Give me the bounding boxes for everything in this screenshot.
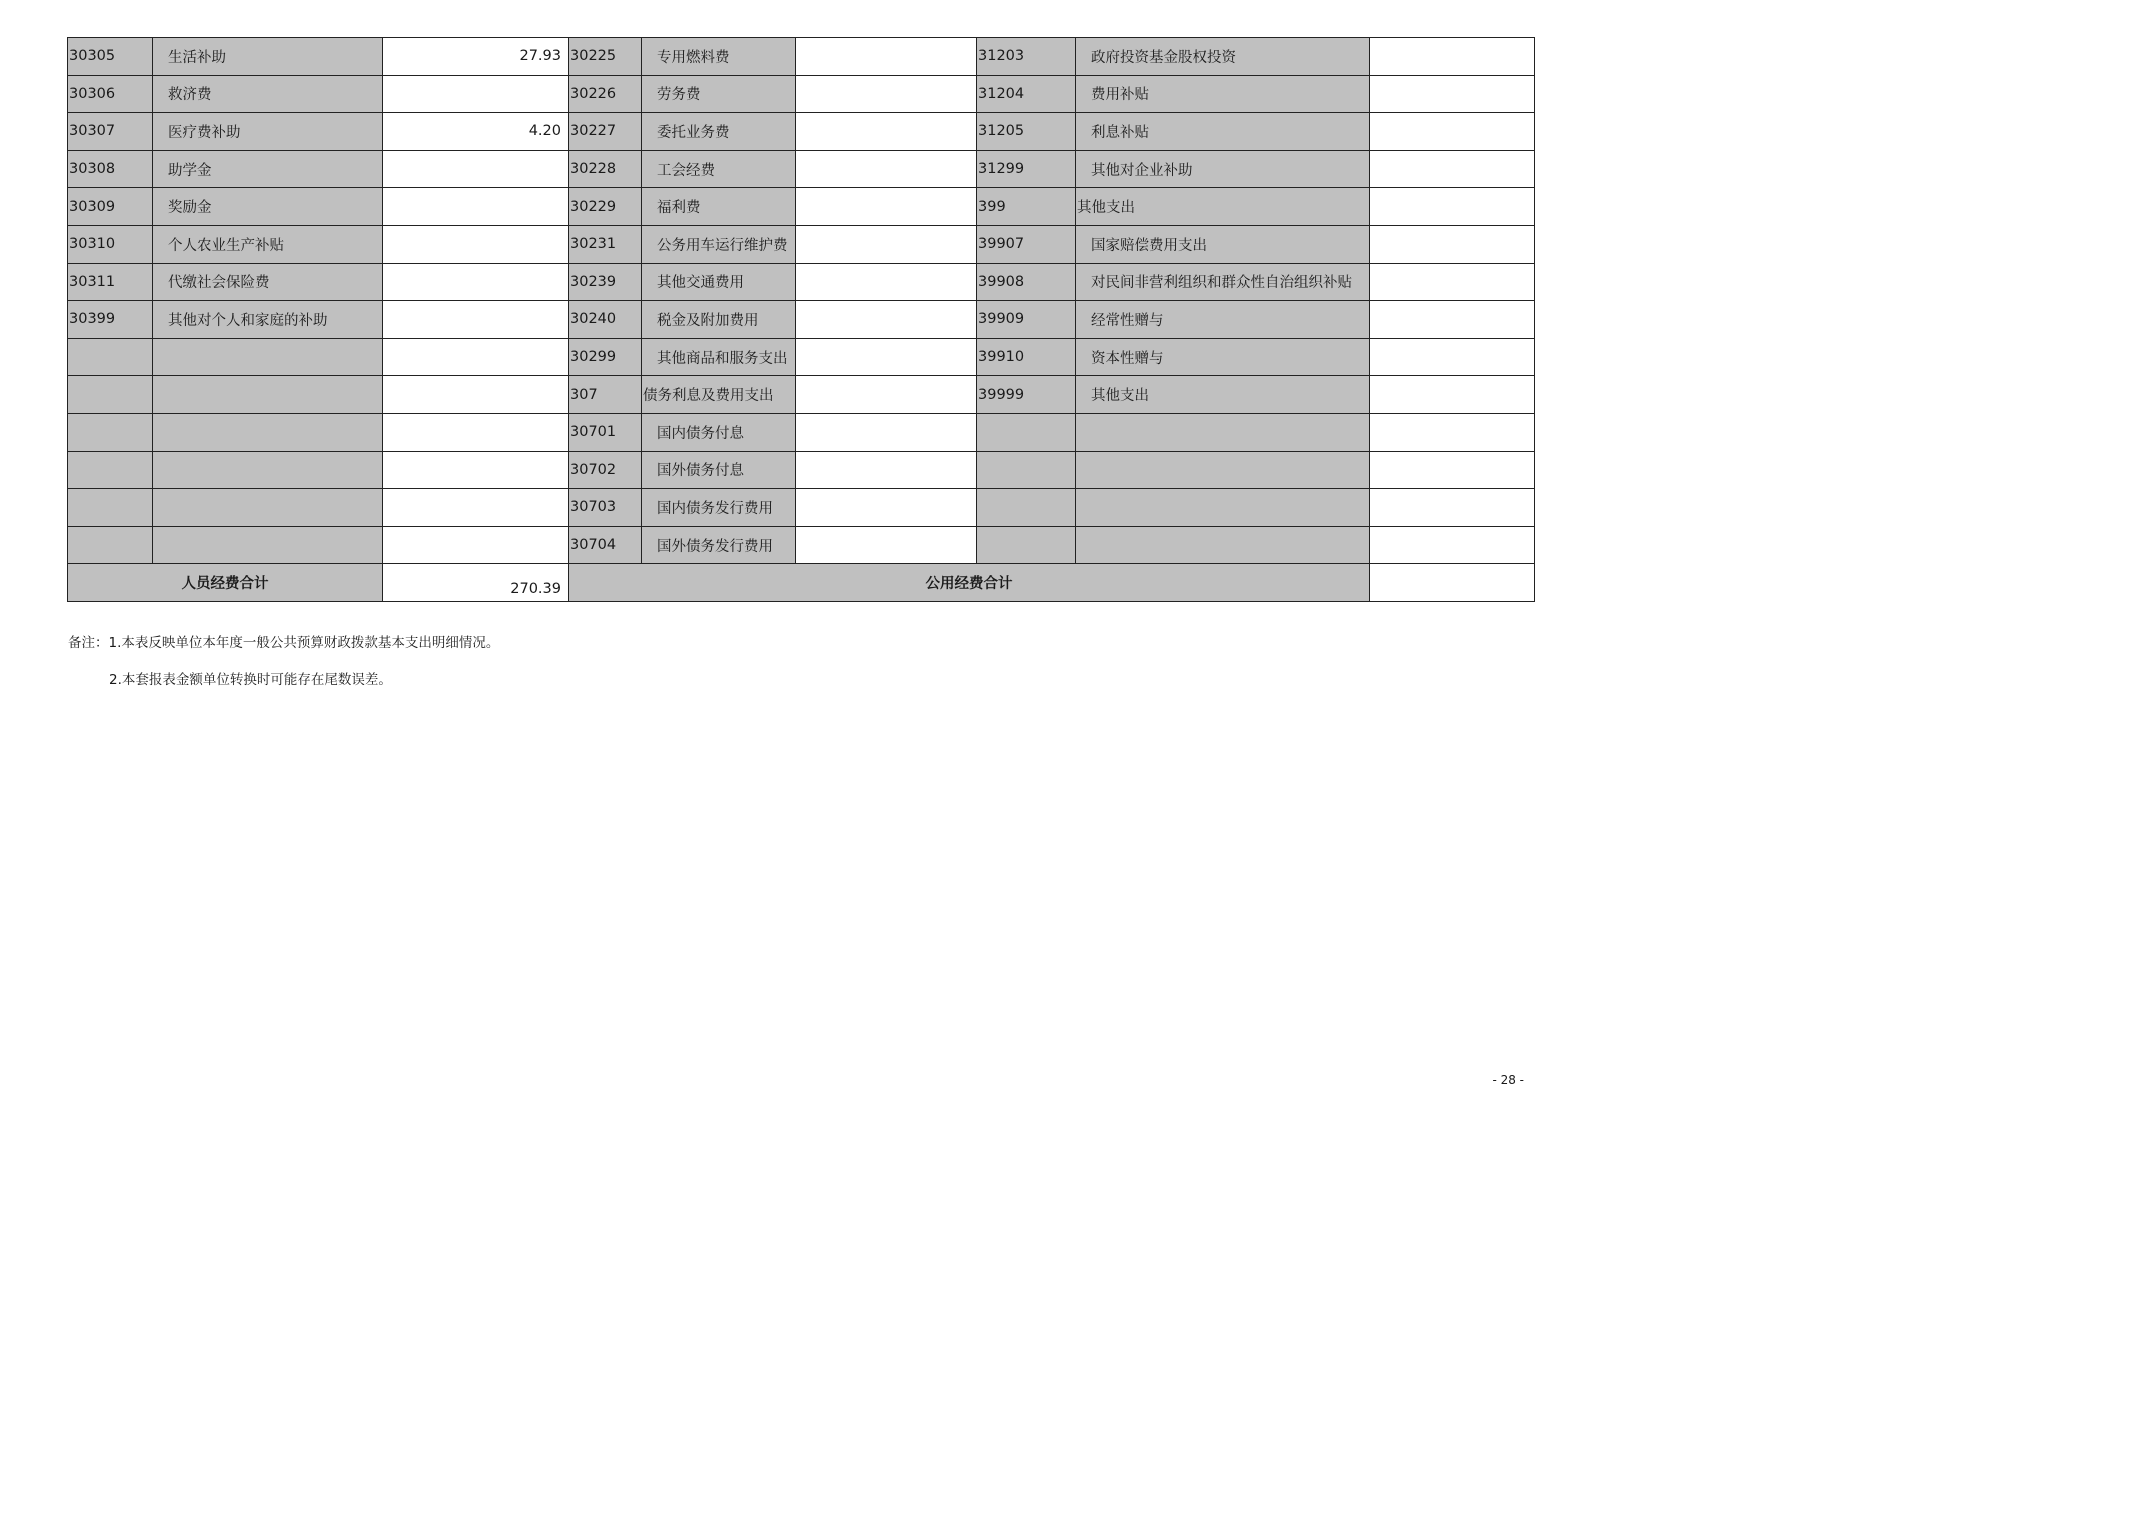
other-amount-cell — [1370, 225, 1535, 263]
personnel-code-cell — [68, 413, 153, 451]
other-item-cell — [1076, 451, 1370, 489]
personnel-total-value: 270.39 — [383, 564, 569, 602]
personnel-item-cell: 代缴社会保险费 — [153, 263, 383, 301]
public-code-cell: 307 — [569, 376, 642, 414]
public-amount-cell — [796, 75, 977, 113]
personnel-item-cell: 医疗费补助 — [153, 113, 383, 151]
other-amount-cell — [1370, 263, 1535, 301]
other-code-cell: 31204 — [977, 75, 1076, 113]
other-code-cell: 39909 — [977, 301, 1076, 339]
other-item-cell: 政府投资基金股权投资 — [1076, 38, 1370, 76]
budget-detail-table — [67, 37, 1535, 602]
public-code-cell: 30299 — [569, 338, 642, 376]
other-code-cell: 31299 — [977, 150, 1076, 188]
public-code-cell: 30228 — [569, 150, 642, 188]
note-line-1: 备注：1.本表反映单位本年度一般公共预算财政拨款基本支出明细情况。 — [68, 635, 500, 651]
other-code-cell: 399 — [977, 188, 1076, 226]
other-item-cell: 其他支出 — [1076, 376, 1370, 414]
personnel-code-cell — [68, 451, 153, 489]
other-amount-cell — [1370, 113, 1535, 151]
other-amount-cell — [1370, 301, 1535, 339]
other-amount-cell — [1370, 150, 1535, 188]
other-code-cell: 39907 — [977, 225, 1076, 263]
public-code-cell: 30225 — [569, 38, 642, 76]
other-code-cell — [977, 526, 1076, 564]
public-code-cell: 30704 — [569, 526, 642, 564]
other-item-cell: 其他对企业补助 — [1076, 150, 1370, 188]
personnel-item-cell — [153, 413, 383, 451]
other-amount-cell — [1370, 376, 1535, 414]
public-item-cell: 国内债务付息 — [642, 413, 796, 451]
other-item-cell: 对民间非营利组织和群众性自治组织补贴 — [1076, 263, 1370, 301]
other-code-cell — [977, 489, 1076, 527]
table-row — [68, 188, 1535, 226]
personnel-item-cell — [153, 489, 383, 527]
personnel-item-cell: 其他对个人和家庭的补助 — [153, 301, 383, 339]
public-total-value — [1370, 564, 1535, 602]
public-item-cell: 国外债务付息 — [642, 451, 796, 489]
page-number: - 28 - — [1492, 1073, 1524, 1087]
personnel-code-cell — [68, 376, 153, 414]
other-amount-cell — [1370, 38, 1535, 76]
public-total-label: 公用经费合计 — [569, 564, 1370, 602]
other-amount-cell — [1370, 451, 1535, 489]
other-code-cell: 31203 — [977, 38, 1076, 76]
public-amount-cell — [796, 225, 977, 263]
table-row — [68, 301, 1535, 339]
personnel-code-cell: 30310 — [68, 225, 153, 263]
other-code-cell — [977, 451, 1076, 489]
personnel-code-cell: 30305 — [68, 38, 153, 76]
public-code-cell: 30240 — [569, 301, 642, 339]
personnel-code-cell: 30306 — [68, 75, 153, 113]
other-code-cell: 31205 — [977, 113, 1076, 151]
other-amount-cell — [1370, 188, 1535, 226]
personnel-code-cell: 30308 — [68, 150, 153, 188]
public-amount-cell — [796, 489, 977, 527]
personnel-amount-cell — [383, 150, 569, 188]
table-row — [68, 263, 1535, 301]
table-row — [68, 113, 1535, 151]
public-item-cell: 福利费 — [642, 188, 796, 226]
public-amount-cell — [796, 38, 977, 76]
public-item-cell: 债务利息及费用支出 — [642, 376, 796, 414]
personnel-code-cell: 30307 — [68, 113, 153, 151]
personnel-amount-cell — [383, 75, 569, 113]
personnel-item-cell: 生活补助 — [153, 38, 383, 76]
table-row — [68, 413, 1535, 451]
other-amount-cell — [1370, 75, 1535, 113]
public-item-cell: 委托业务费 — [642, 113, 796, 151]
personnel-code-cell — [68, 526, 153, 564]
table-row — [68, 75, 1535, 113]
personnel-amount-cell: 27.93 — [383, 38, 569, 76]
table-row — [68, 489, 1535, 527]
public-item-cell: 劳务费 — [642, 75, 796, 113]
public-amount-cell — [796, 150, 977, 188]
other-item-cell: 资本性赠与 — [1076, 338, 1370, 376]
public-amount-cell — [796, 413, 977, 451]
personnel-amount-cell — [383, 338, 569, 376]
public-item-cell: 专用燃料费 — [642, 38, 796, 76]
public-item-cell: 工会经费 — [642, 150, 796, 188]
table-row — [68, 526, 1535, 564]
public-item-cell: 其他交通费用 — [642, 263, 796, 301]
personnel-amount-cell — [383, 413, 569, 451]
public-code-cell: 30703 — [569, 489, 642, 527]
personnel-amount-cell — [383, 188, 569, 226]
personnel-amount-cell — [383, 526, 569, 564]
personnel-item-cell: 助学金 — [153, 150, 383, 188]
other-item-cell: 经常性赠与 — [1076, 301, 1370, 339]
other-item-cell: 利息补贴 — [1076, 113, 1370, 151]
other-code-cell: 39908 — [977, 263, 1076, 301]
public-amount-cell — [796, 263, 977, 301]
public-code-cell: 30702 — [569, 451, 642, 489]
public-amount-cell — [796, 526, 977, 564]
other-amount-cell — [1370, 489, 1535, 527]
note-line-2: 2.本套报表金额单位转换时可能存在尾数误差。 — [109, 672, 392, 688]
personnel-total-label: 人员经费合计 — [68, 564, 383, 602]
personnel-code-cell: 30399 — [68, 301, 153, 339]
public-item-cell: 国外债务发行费用 — [642, 526, 796, 564]
table-row — [68, 225, 1535, 263]
personnel-item-cell: 个人农业生产补贴 — [153, 225, 383, 263]
other-code-cell: 39910 — [977, 338, 1076, 376]
personnel-code-cell — [68, 489, 153, 527]
table-row — [68, 451, 1535, 489]
public-code-cell: 30239 — [569, 263, 642, 301]
table-row — [68, 150, 1535, 188]
public-code-cell: 30701 — [569, 413, 642, 451]
other-item-cell — [1076, 413, 1370, 451]
personnel-item-cell: 救济费 — [153, 75, 383, 113]
personnel-code-cell — [68, 338, 153, 376]
personnel-item-cell — [153, 451, 383, 489]
public-amount-cell — [796, 338, 977, 376]
other-amount-cell — [1370, 338, 1535, 376]
other-code-cell: 39999 — [977, 376, 1076, 414]
public-item-cell: 公务用车运行维护费 — [642, 225, 796, 263]
other-amount-cell — [1370, 413, 1535, 451]
public-amount-cell — [796, 451, 977, 489]
other-item-cell — [1076, 526, 1370, 564]
public-amount-cell — [796, 301, 977, 339]
table-body — [68, 38, 1535, 602]
personnel-amount-cell — [383, 376, 569, 414]
other-item-cell — [1076, 489, 1370, 527]
public-code-cell: 30226 — [569, 75, 642, 113]
personnel-item-cell — [153, 376, 383, 414]
public-code-cell: 30231 — [569, 225, 642, 263]
other-code-cell — [977, 413, 1076, 451]
other-amount-cell — [1370, 526, 1535, 564]
public-item-cell: 其他商品和服务支出 — [642, 338, 796, 376]
personnel-amount-cell — [383, 225, 569, 263]
personnel-item-cell: 奖励金 — [153, 188, 383, 226]
public-amount-cell — [796, 376, 977, 414]
other-item-cell: 其他支出 — [1076, 188, 1370, 226]
other-item-cell: 费用补贴 — [1076, 75, 1370, 113]
personnel-code-cell: 30311 — [68, 263, 153, 301]
personnel-amount-cell: 4.20 — [383, 113, 569, 151]
personnel-amount-cell — [383, 263, 569, 301]
public-amount-cell — [796, 188, 977, 226]
personnel-amount-cell — [383, 489, 569, 527]
personnel-item-cell — [153, 338, 383, 376]
personnel-amount-cell — [383, 451, 569, 489]
public-code-cell: 30229 — [569, 188, 642, 226]
public-item-cell: 国内债务发行费用 — [642, 489, 796, 527]
totals-row — [68, 564, 1535, 602]
public-code-cell: 30227 — [569, 113, 642, 151]
public-item-cell: 税金及附加费用 — [642, 301, 796, 339]
personnel-code-cell: 30309 — [68, 188, 153, 226]
public-amount-cell — [796, 113, 977, 151]
table-row — [68, 338, 1535, 376]
other-item-cell: 国家赔偿费用支出 — [1076, 225, 1370, 263]
table-row — [68, 376, 1535, 414]
table-row — [68, 38, 1535, 76]
personnel-item-cell — [153, 526, 383, 564]
personnel-amount-cell — [383, 301, 569, 339]
